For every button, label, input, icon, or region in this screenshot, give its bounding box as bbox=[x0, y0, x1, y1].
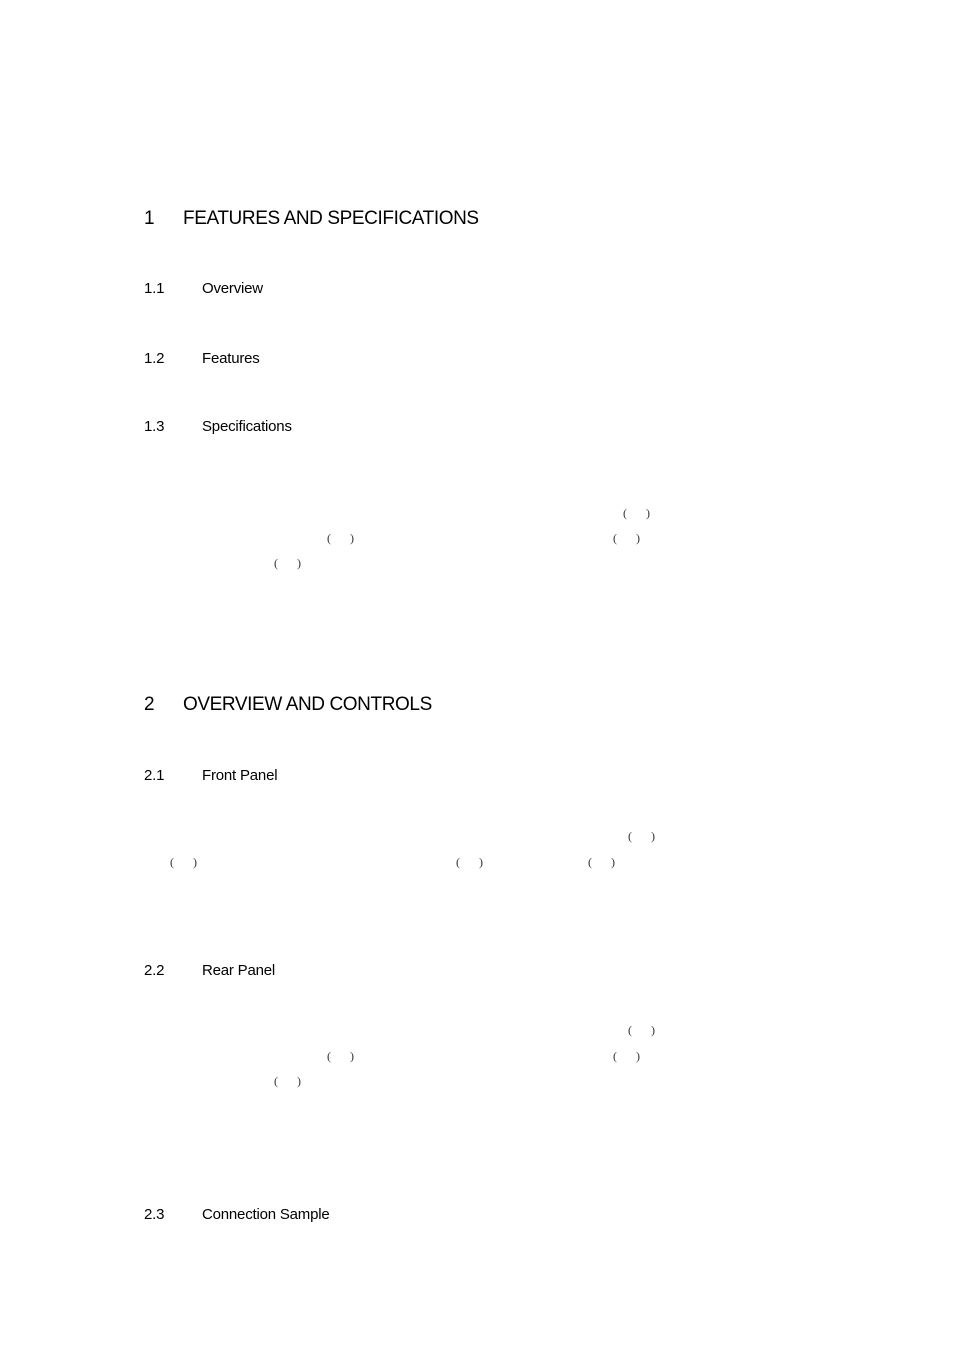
subsection-title: Front Panel bbox=[202, 767, 278, 784]
subsection-heading-2-2 bbox=[144, 962, 275, 979]
empty-parentheses: ( ) bbox=[327, 531, 354, 545]
subsection-title: Features bbox=[202, 350, 260, 367]
section-number: 1 bbox=[144, 208, 155, 229]
subsection-number: 2.3 bbox=[144, 1206, 165, 1223]
empty-parentheses: ( ) bbox=[628, 1023, 655, 1037]
empty-parentheses: ( ) bbox=[274, 556, 301, 570]
empty-parentheses: ( ) bbox=[613, 1049, 640, 1063]
empty-parentheses: ( ) bbox=[274, 1074, 301, 1088]
empty-parentheses: ( ) bbox=[613, 531, 640, 545]
section-title: FEATURES AND SPECIFICATIONS bbox=[183, 208, 479, 229]
subsection-number: 1.1 bbox=[144, 280, 165, 297]
empty-parentheses: ( ) bbox=[628, 829, 655, 843]
subsection-title: Overview bbox=[202, 280, 263, 297]
section-number: 2 bbox=[144, 694, 155, 715]
subsection-heading-1-2 bbox=[144, 350, 260, 367]
subsection-heading-1-1 bbox=[144, 280, 263, 297]
empty-parentheses: ( ) bbox=[170, 855, 197, 869]
empty-parentheses: ( ) bbox=[327, 1049, 354, 1063]
subsection-heading-2-1 bbox=[144, 767, 277, 784]
empty-parentheses: ( ) bbox=[588, 855, 615, 869]
section-heading-2 bbox=[144, 694, 432, 716]
subsection-title: Rear Panel bbox=[202, 962, 276, 979]
section-title: OVERVIEW AND CONTROLS bbox=[183, 694, 432, 715]
empty-parentheses: ( ) bbox=[456, 855, 483, 869]
section-heading-1 bbox=[144, 208, 479, 230]
subsection-number: 2.1 bbox=[144, 767, 165, 784]
subsection-heading-1-3 bbox=[144, 418, 292, 435]
subsection-title: Connection Sample bbox=[202, 1206, 330, 1223]
empty-parentheses: ( ) bbox=[623, 506, 650, 520]
subsection-number: 2.2 bbox=[144, 962, 165, 979]
subsection-heading-2-3 bbox=[144, 1206, 330, 1223]
subsection-number: 1.3 bbox=[144, 418, 165, 435]
subsection-title: Specifications bbox=[202, 418, 292, 435]
subsection-number: 1.2 bbox=[144, 350, 165, 367]
